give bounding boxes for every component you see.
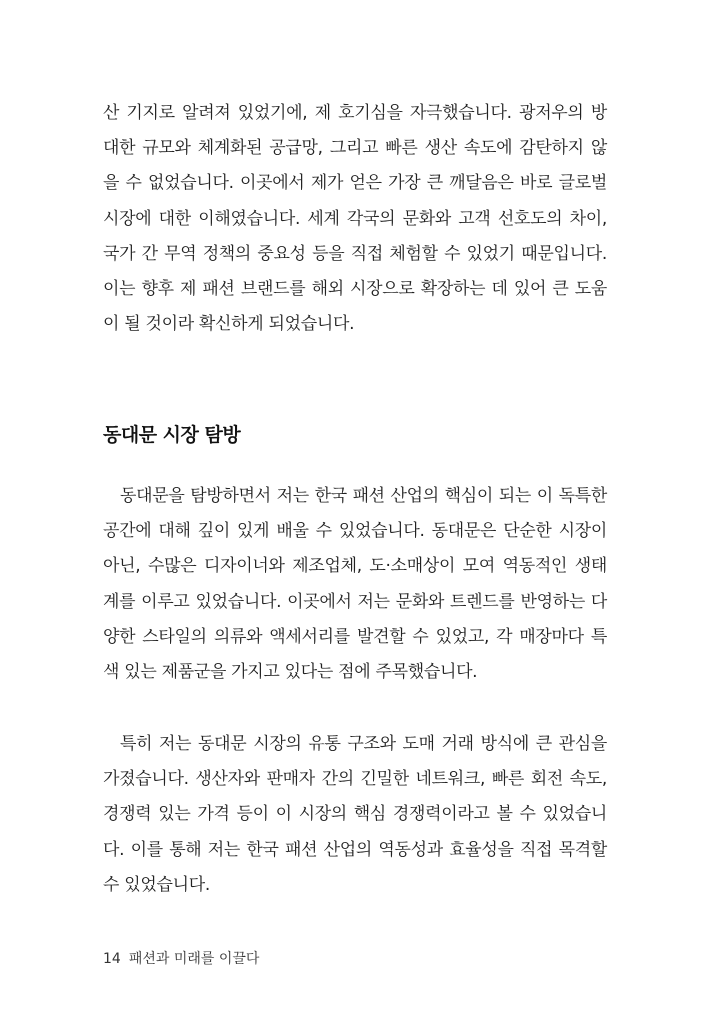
text-line: 산 기지로 알려져 있었기에, 제 호기심을 자극했습니다. 광저우의 방 — [103, 103, 607, 123]
text-line: 수 있었습니다. — [103, 874, 210, 895]
paragraph-intro — [103, 96, 607, 342]
text-line: 이 될 것이라 확신하게 되었습니다. — [103, 314, 355, 335]
text-line: 을 수 없었습니다. 이곳에서 제가 얻은 가장 큰 깨달음은 바로 글로벌 — [103, 173, 607, 194]
text-line: 다. 이를 통해 저는 한국 패션 산업의 역동성과 효율성을 직접 목격할 — [103, 839, 607, 860]
text-line: 시장에 대한 이해였습니다. 세계 각국의 문화와 고객 선호도의 차이, — [103, 208, 607, 229]
text-line: 색 있는 제품군을 가지고 있다는 점에 주목했습니다. — [103, 661, 478, 682]
text-line: 대한 규모와 체계화된 공급망, 그리고 빠른 생산 속도에 감탄하지 않 — [103, 138, 607, 159]
page-number: 14 — [103, 951, 121, 967]
book-title: 패션과 미래를 이끌다 — [128, 951, 260, 967]
text-line: 국가 간 무역 정책의 중요성 등을 직접 체험할 수 있었기 때문입니다. — [103, 243, 607, 264]
text-line: 양한 스타일의 의류와 액세서리를 발견할 수 있었고, 각 매장마다 특 — [103, 626, 607, 647]
text-line: 동대문을 탐방하면서 저는 한국 패션 산업의 핵심이 되는 이 독특한 — [120, 486, 607, 506]
paragraph-dongdaemun-2 — [103, 727, 607, 903]
text-line: 가졌습니다. 생산자와 판매자 간의 긴밀한 네트워크, 빠른 회전 속도, — [103, 769, 607, 790]
text-line: 아닌, 수많은 디자이너와 제조업체, 도·소매상이 모여 역동적인 생태 — [103, 556, 607, 577]
section-heading: 동대문 시장 탐방 — [103, 424, 241, 446]
paragraph-dongdaemun-1 — [103, 479, 607, 690]
text-line: 경쟁력 있는 가격 등이 이 시장의 핵심 경쟁력이라고 볼 수 있었습니 — [103, 804, 607, 825]
text-line: 특히 저는 동대문 시장의 유통 구조와 도매 거래 방식에 큰 관심을 — [120, 734, 607, 754]
text-line: 공간에 대해 깊이 있게 배울 수 있었습니다. 동대문은 단순한 시장이 — [103, 521, 607, 542]
page-footer — [103, 948, 267, 968]
text-line: 계를 이루고 있었습니다. 이곳에서 저는 문화와 트렌드를 반영하는 다 — [103, 591, 607, 612]
text-line: 이는 향후 제 패션 브랜드를 해외 시장으로 확장하는 데 있어 큰 도움 — [103, 278, 607, 299]
